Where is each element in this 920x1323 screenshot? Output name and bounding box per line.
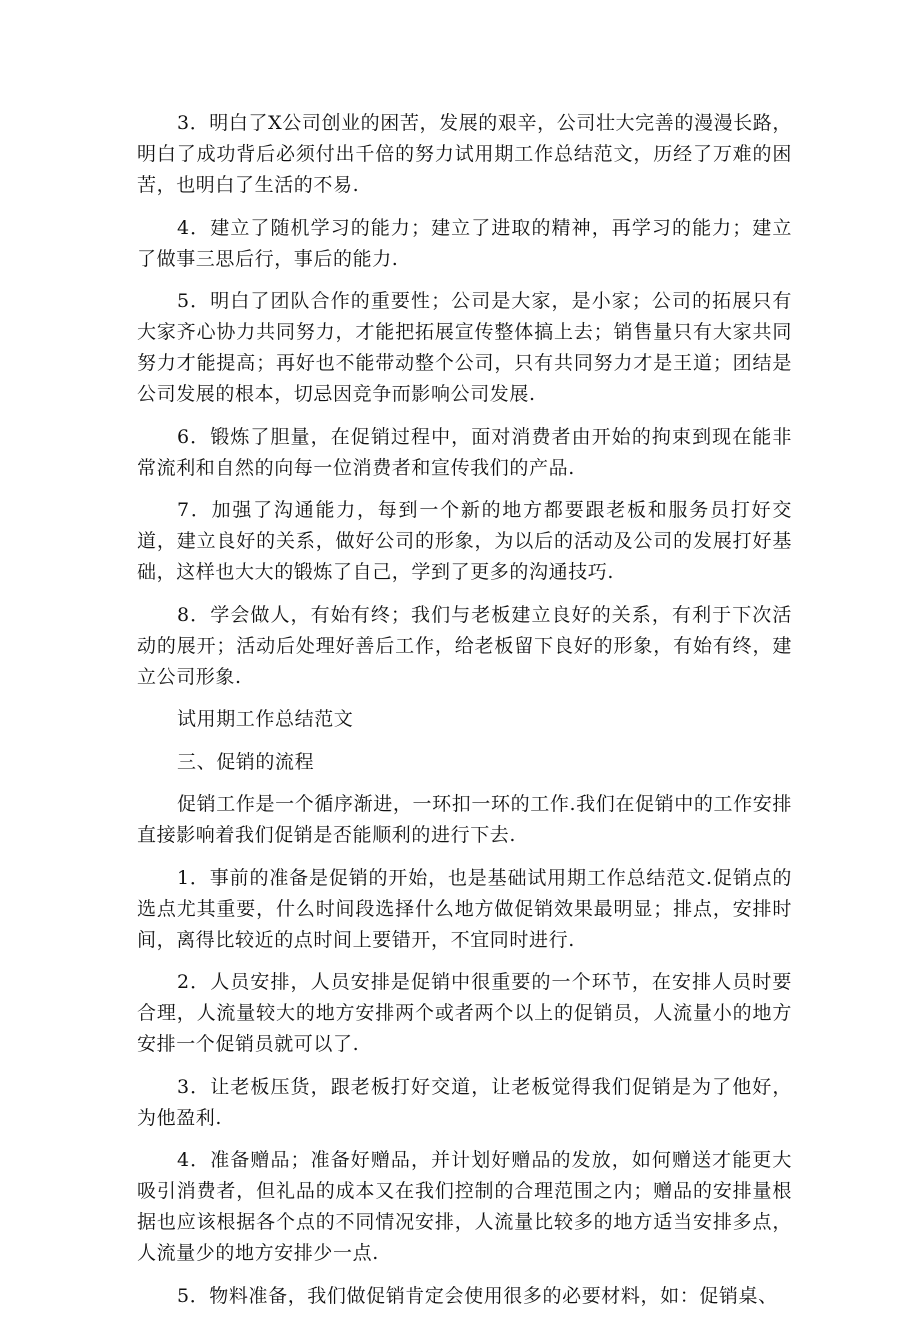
paragraph-point-5: 5．明白了团队合作的重要性；公司是大家，是小家；公司的拓展只有大家齐心协力共同努力，才能把拓展宣传整体搞上去；销售量只有大家共同努力才能提高；再好也不能带动整个公司，只有共同努力才是王道；团结是公司发展的根本，切忌因竞争而影响公司发展. xyxy=(137,290,792,405)
section-title: 试用期工作总结范文 xyxy=(177,708,354,730)
paragraph-point-3: 3．明白了X公司创业的困苦，发展的艰辛，公司壮大完善的漫漫长路，明白了成功背后必须付出千倍的努力试用期工作总结范文，历经了万难的困苦，也明白了生活的不易. xyxy=(137,112,792,196)
section-heading-promotion-process: 三、促销的流程 xyxy=(177,750,315,773)
paragraph-step-1: 1．事前的准备是促销的开始，也是基础试用期工作总结范文.促销点的选点尤其重要，什么时间段选择什么地方做促销效果最明显；排点，安排时间，离得比较近的点时间上要错开，不宜同时进行. xyxy=(137,866,792,951)
paragraph-step-5: 5．物料准备，我们做促销肯定会使用很多的必要材料，如：促销桌、 xyxy=(177,1284,778,1307)
paragraph-point-4: 4．建立了随机学习的能力；建立了进取的精神，再学习的能力；建立了做事三思后行，事后的能力. xyxy=(137,216,792,270)
paragraph-step-3: 3．让老板压货，跟老板打好交道，让老板觉得我们促销是为了他好，为他盈利. xyxy=(137,1075,792,1129)
paragraph-point-7: 7．加强了沟通能力，每到一个新的地方都要跟老板和服务员打好交道，建立良好的关系，做好公司的形象，为以后的活动及公司的发展打好基础，这样也大大的锻炼了自己，学到了更多的沟通技巧. xyxy=(137,499,792,583)
paragraph-step-4: 4．准备赠品；准备好赠品，并计划好赠品的发放，如何赠送才能更大吸引消费者，但礼品的成本又在我们控制的合理范围之内；赠品的安排量根据也应该根据各个点的不同情况安排，人流量比较多的地方适当安排多点，人流量少的地方安排少一点. xyxy=(137,1149,792,1264)
paragraph-step-2: 2．人员安排，人员安排是促销中很重要的一个环节，在安排人员时要合理，人流量较大的地方安排两个或者两个以上的促销员，人流量小的地方安排一个促销员就可以了. xyxy=(137,971,792,1055)
paragraph-point-6: 6．锻炼了胆量，在促销过程中，面对消费者由开始的拘束到现在能非常流利和自然的向每一位消费者和宣传我们的产品. xyxy=(137,425,792,479)
document-body xyxy=(137,108,792,1323)
paragraph-point-8: 8．学会做人，有始有终；我们与老板建立良好的关系，有利于下次活动的展开；活动后处理好善后工作，给老板留下良好的形象，有始有终，建立公司形象. xyxy=(137,603,792,688)
paragraph-intro: 促销工作是一个循序渐进，一环扣一环的工作.我们在促销中的工作安排直接影响着我们促销是否能顺利的进行下去. xyxy=(137,793,792,846)
